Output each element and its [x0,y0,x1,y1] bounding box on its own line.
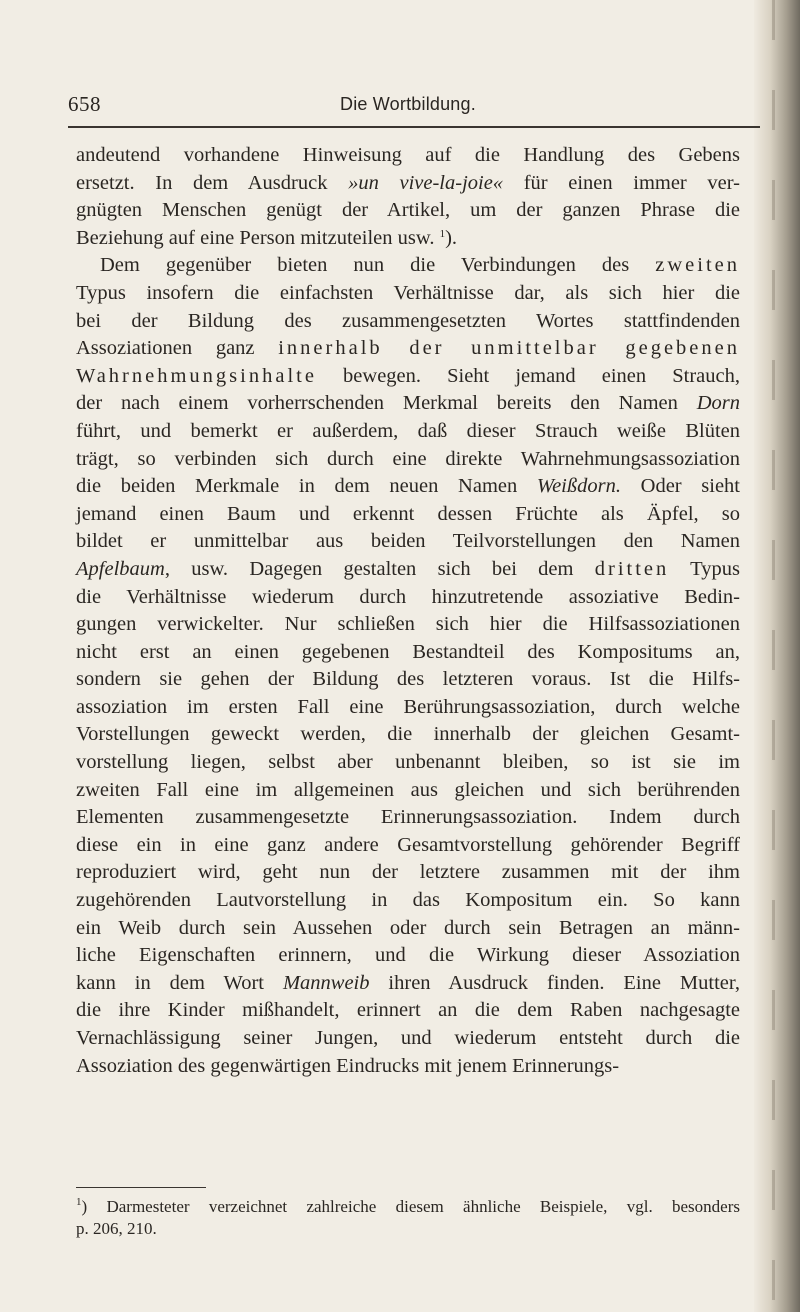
text-line: kann in dem Wort Mannweib ihren Ausdruck finden. Eine Mutter, [76,971,741,994]
emphasis: Dorn [696,392,740,415]
text-line: bei der Bildung des zusammengesetzten Wortes stattfindenden [76,309,740,332]
text-line: Assoziation des gegenwärtigen Eindrucks mit jenem Erinnerungs- [76,1054,620,1077]
text-line: Wahrnehmungsinhalte bewegen. Sieht jemand einen Strauch, [76,364,740,387]
text-line: Vorstellungen geweckt werden, die innerhalb der gleichen Gesamt- [76,723,740,746]
text-line: diese ein in eine ganz andere Gesamtvorstellung gehörender Begriff [76,833,740,856]
footnote-ref: 1 [439,227,446,240]
text-line: die Verhältnisse wiederum durch hinzutretende assoziative Bedin- [76,585,740,608]
emphasis: »un vive-la-joie« [348,171,504,194]
running-title: Die Wortbildung. [340,94,476,114]
spaced-emphasis: zweiten [655,254,740,277]
text-line: jemand einen Baum und erkennt dessen Früchte als Äpfel, so [76,502,740,525]
emphasis: Mannweib [282,971,370,994]
text-line: andeutend vorhandene Hinweisung auf die Handlung des Gebens [76,144,740,166]
footnote-line: p. 206, 210. [76,1219,157,1238]
spaced-emphasis: Wahrnehmungsinhalte [76,364,317,387]
text-line: Dem gegenüber bieten nun die Verbindungen des zweiten [100,254,740,277]
text-line: Elementen zusammengesetzte Erinnerungsassoziation. Indem durch [76,806,740,829]
text-line: ersetzt. In dem Ausdruck »un vive-la-joie« für einen immer ver- [76,171,740,194]
text-line: reproduziert wird, geht nun der letztere zusammen mit der ihm [76,861,740,884]
text-line: die ihre Kinder mißhandelt, erinnert an die dem Raben nachgesagte [76,999,740,1022]
spaced-emphasis: dritten [594,557,670,580]
footnote-marker: 1 [76,1196,82,1208]
text-line: führt, und bemerkt er außerdem, daß dieser Strauch weiße Blüten [76,419,740,442]
text-line: gungen verwickelter. Nur schließen sich hier die Hilfsassoziationen [76,613,740,636]
text-line: nicht erst an einen gegebenen Bestandteil des Kompositums an, [76,640,740,663]
page-number: 658 [68,92,101,116]
text-line: vorstellung liegen, selbst aber unbenannt bleiben, so ist sie im [76,751,740,774]
text-line: der nach einem vorherrschenden Merkmal bereits den Namen Dorn [76,392,740,415]
text-line: ein Weib durch sein Aussehen oder durch sein Betragen an männ- [76,916,740,939]
emphasis: Weißdorn. [536,475,621,498]
text-line: assoziation im ersten Fall eine Berührungsassoziation, durch welche [76,695,740,718]
text-line: Typus insofern die einfachsten Verhältnisse dar, als sich hier die [76,281,740,304]
text-line: Assoziationen ganz innerhalb der unmittelbar gegebenen [76,337,741,360]
text-line: Beziehung auf eine Person mitzuteilen usw. $^1$). [76,226,458,249]
text-line: Apfelbaum, usw. Dagegen gestalten sich bei dem dritten Typus [76,557,741,580]
spaced-emphasis: innerhalb der unmittelbar gegebenen [278,337,741,360]
text-line: trägt, so verbinden sich durch eine direkte Wahrnehmungsassoziation [76,447,740,470]
emphasis: Apfelbaum [76,557,165,580]
text-line: zugehörenden Lautvorstellung in das Kompositum ein. So kann [76,889,740,912]
text-line: zweiten Fall eine im allgemeinen aus gleichen und sich berührenden [76,778,740,801]
text-line: liche Eigenschaften erinnern, und die Wirkung dieser Assoziation [76,944,740,967]
text-line: bildet er unmittelbar aus beiden Teilvorstellungen den Namen [76,530,740,553]
text-line: sondern sie gehen der Bildung des letzteren voraus. Ist die Hilfs- [76,668,740,691]
text-line: gnügten Menschen genügt der Artikel, um der ganzen Phrase die [76,199,740,222]
footnote-rule [76,1187,206,1188]
footnote-line: $^1$) Darmesteter verzeichnet zahlreiche diesem ähnliche Beispiele, vgl. besonders [76,1196,740,1216]
body-text [76,142,740,1080]
footnote [76,1196,740,1240]
page-edge-shadow [754,0,800,1312]
header-rule [68,126,760,128]
text-line: Vernachlässigung seiner Jungen, und wiederum entsteht durch die [76,1027,740,1049]
text-line: die beiden Merkmale in dem neuen Namen Weißdorn. Oder sieht [76,475,740,498]
